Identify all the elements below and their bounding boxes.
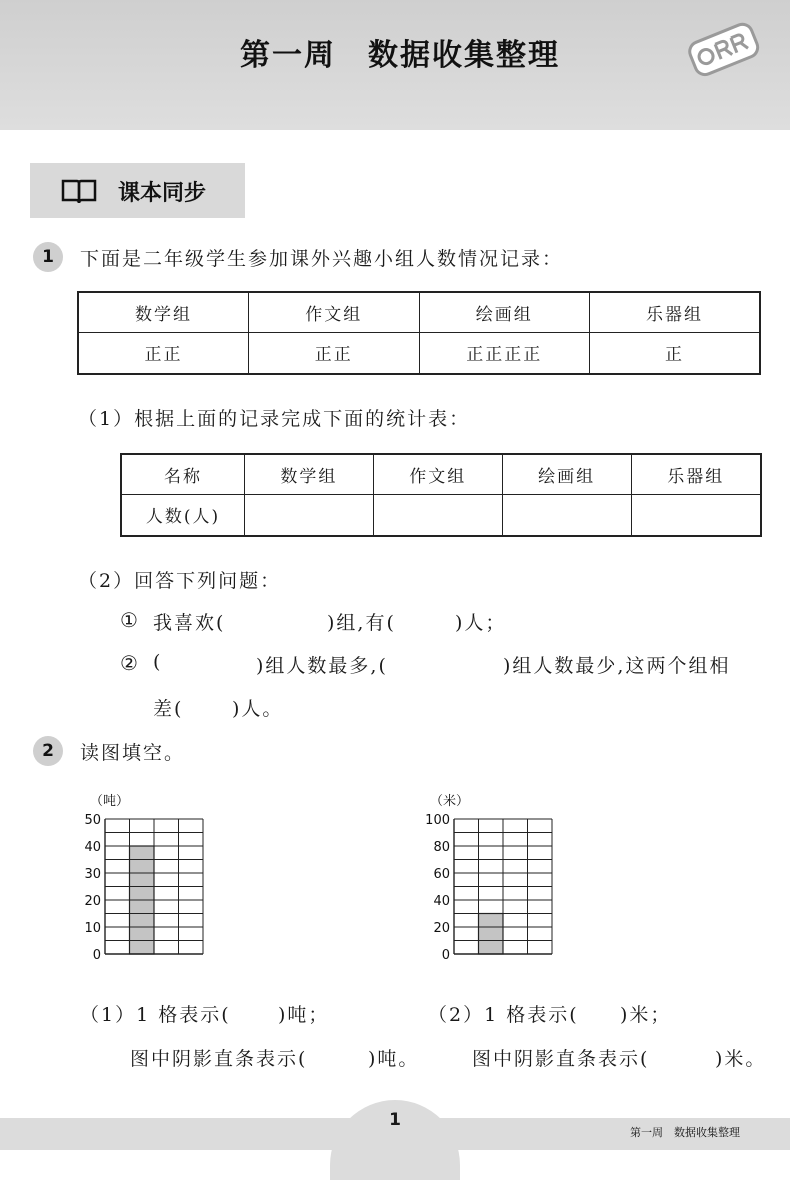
item-1-text-c: )人；	[455, 612, 507, 634]
tally-header-cell: 作文组	[249, 292, 420, 332]
tally-cell: 正正正正	[419, 332, 590, 374]
item-2-cont-text-b: )人。	[232, 698, 284, 720]
q2-part-1-line-2-b: )吨。	[368, 1048, 420, 1070]
chart-tick-label: 40	[84, 840, 101, 855]
question-1-part-2: （2）回答下列问题：	[78, 570, 282, 592]
question-1-number: 1	[33, 242, 63, 272]
stats-answer-cell[interactable]	[245, 494, 374, 536]
question-1-part-1: （1）根据上面的记录完成下面的统计表：	[78, 408, 471, 430]
section-label: 课本同步	[118, 181, 207, 206]
chart-tick-label: 40	[433, 894, 450, 909]
chart-unit-label: （米）	[430, 794, 470, 809]
stats-header-cell: 乐器组	[631, 454, 761, 494]
chart-tick-label: 0	[92, 948, 101, 963]
stats-answer-cell[interactable]	[502, 494, 631, 536]
q2-part-2-line-2-b: )米。	[715, 1048, 767, 1070]
item-1-marker: ①	[120, 608, 140, 632]
chart-tick-label: 50	[84, 813, 101, 828]
tally-cell: 正	[590, 332, 761, 374]
item-2-marker: ②	[120, 651, 140, 675]
footer-section-title: 第一周 数据收集整理	[630, 1126, 740, 1139]
statistics-table	[120, 453, 762, 537]
chart-tick-label: 10	[84, 921, 101, 936]
chart-tick-label: 30	[84, 867, 101, 882]
question-2-prompt: 读图填空。	[80, 742, 186, 764]
stats-answer-cell[interactable]	[631, 494, 761, 536]
q2-part-2-line-1-a: （2）1 格表示(	[428, 1004, 579, 1026]
chart-tick-label: 20	[433, 921, 450, 936]
item-1-text-b: )组,有(	[327, 612, 396, 634]
section-tag	[30, 163, 245, 218]
stats-header-cell: 作文组	[373, 454, 502, 494]
tons-bar-chart	[80, 788, 220, 968]
tally-header-cell: 乐器组	[590, 292, 761, 332]
meters-bar-chart	[420, 788, 570, 968]
stats-answer-cell[interactable]	[373, 494, 502, 536]
item-2-text-b: )组人数最多,(	[256, 655, 388, 677]
item-2-text-c: )组人数最少,这两个组相	[503, 655, 731, 677]
book-icon	[60, 177, 98, 205]
item-1-text-a: 我喜欢(	[153, 612, 226, 634]
stats-row-label: 人数(人)	[121, 494, 245, 536]
item-2-cont-text-a: 差(	[153, 698, 184, 720]
q2-part-2-line-2-a: 图中阴影直条表示(	[472, 1048, 650, 1070]
chart-tick-label: 80	[433, 840, 450, 855]
q2-part-1-line-1-b: )吨；	[278, 1004, 330, 1026]
tally-cell: 正正	[249, 332, 420, 374]
question-2-number: 2	[33, 736, 63, 766]
stats-header-cell: 绘画组	[502, 454, 631, 494]
tally-header-cell: 数学组	[78, 292, 249, 332]
item-2-text-a: (	[153, 651, 163, 673]
chart-tick-label: 100	[425, 813, 450, 828]
q2-part-2-line-1-b: )米；	[620, 1004, 672, 1026]
stats-header-cell: 数学组	[245, 454, 374, 494]
page-number: 1	[389, 1110, 401, 1130]
tally-cell: 正正	[78, 332, 249, 374]
chart-tick-label: 60	[433, 867, 450, 882]
tally-record-table	[77, 291, 761, 375]
chart-tick-label: 20	[84, 894, 101, 909]
ribbon-logo-icon	[685, 14, 765, 86]
stats-name-header: 名称	[121, 454, 245, 494]
q2-part-1-line-1-a: （1）1 格表示(	[80, 1004, 231, 1026]
q2-part-1-line-2-a: 图中阴影直条表示(	[130, 1048, 308, 1070]
tally-header-cell: 绘画组	[419, 292, 590, 332]
chart-bar	[479, 914, 504, 955]
page-title: 第一周 数据收集整理	[240, 38, 560, 73]
question-1-prompt: 下面是二年级学生参加课外兴趣小组人数情况记录：	[80, 248, 564, 270]
chart-tick-label: 0	[441, 948, 450, 963]
chart-unit-label: （吨）	[90, 794, 130, 809]
